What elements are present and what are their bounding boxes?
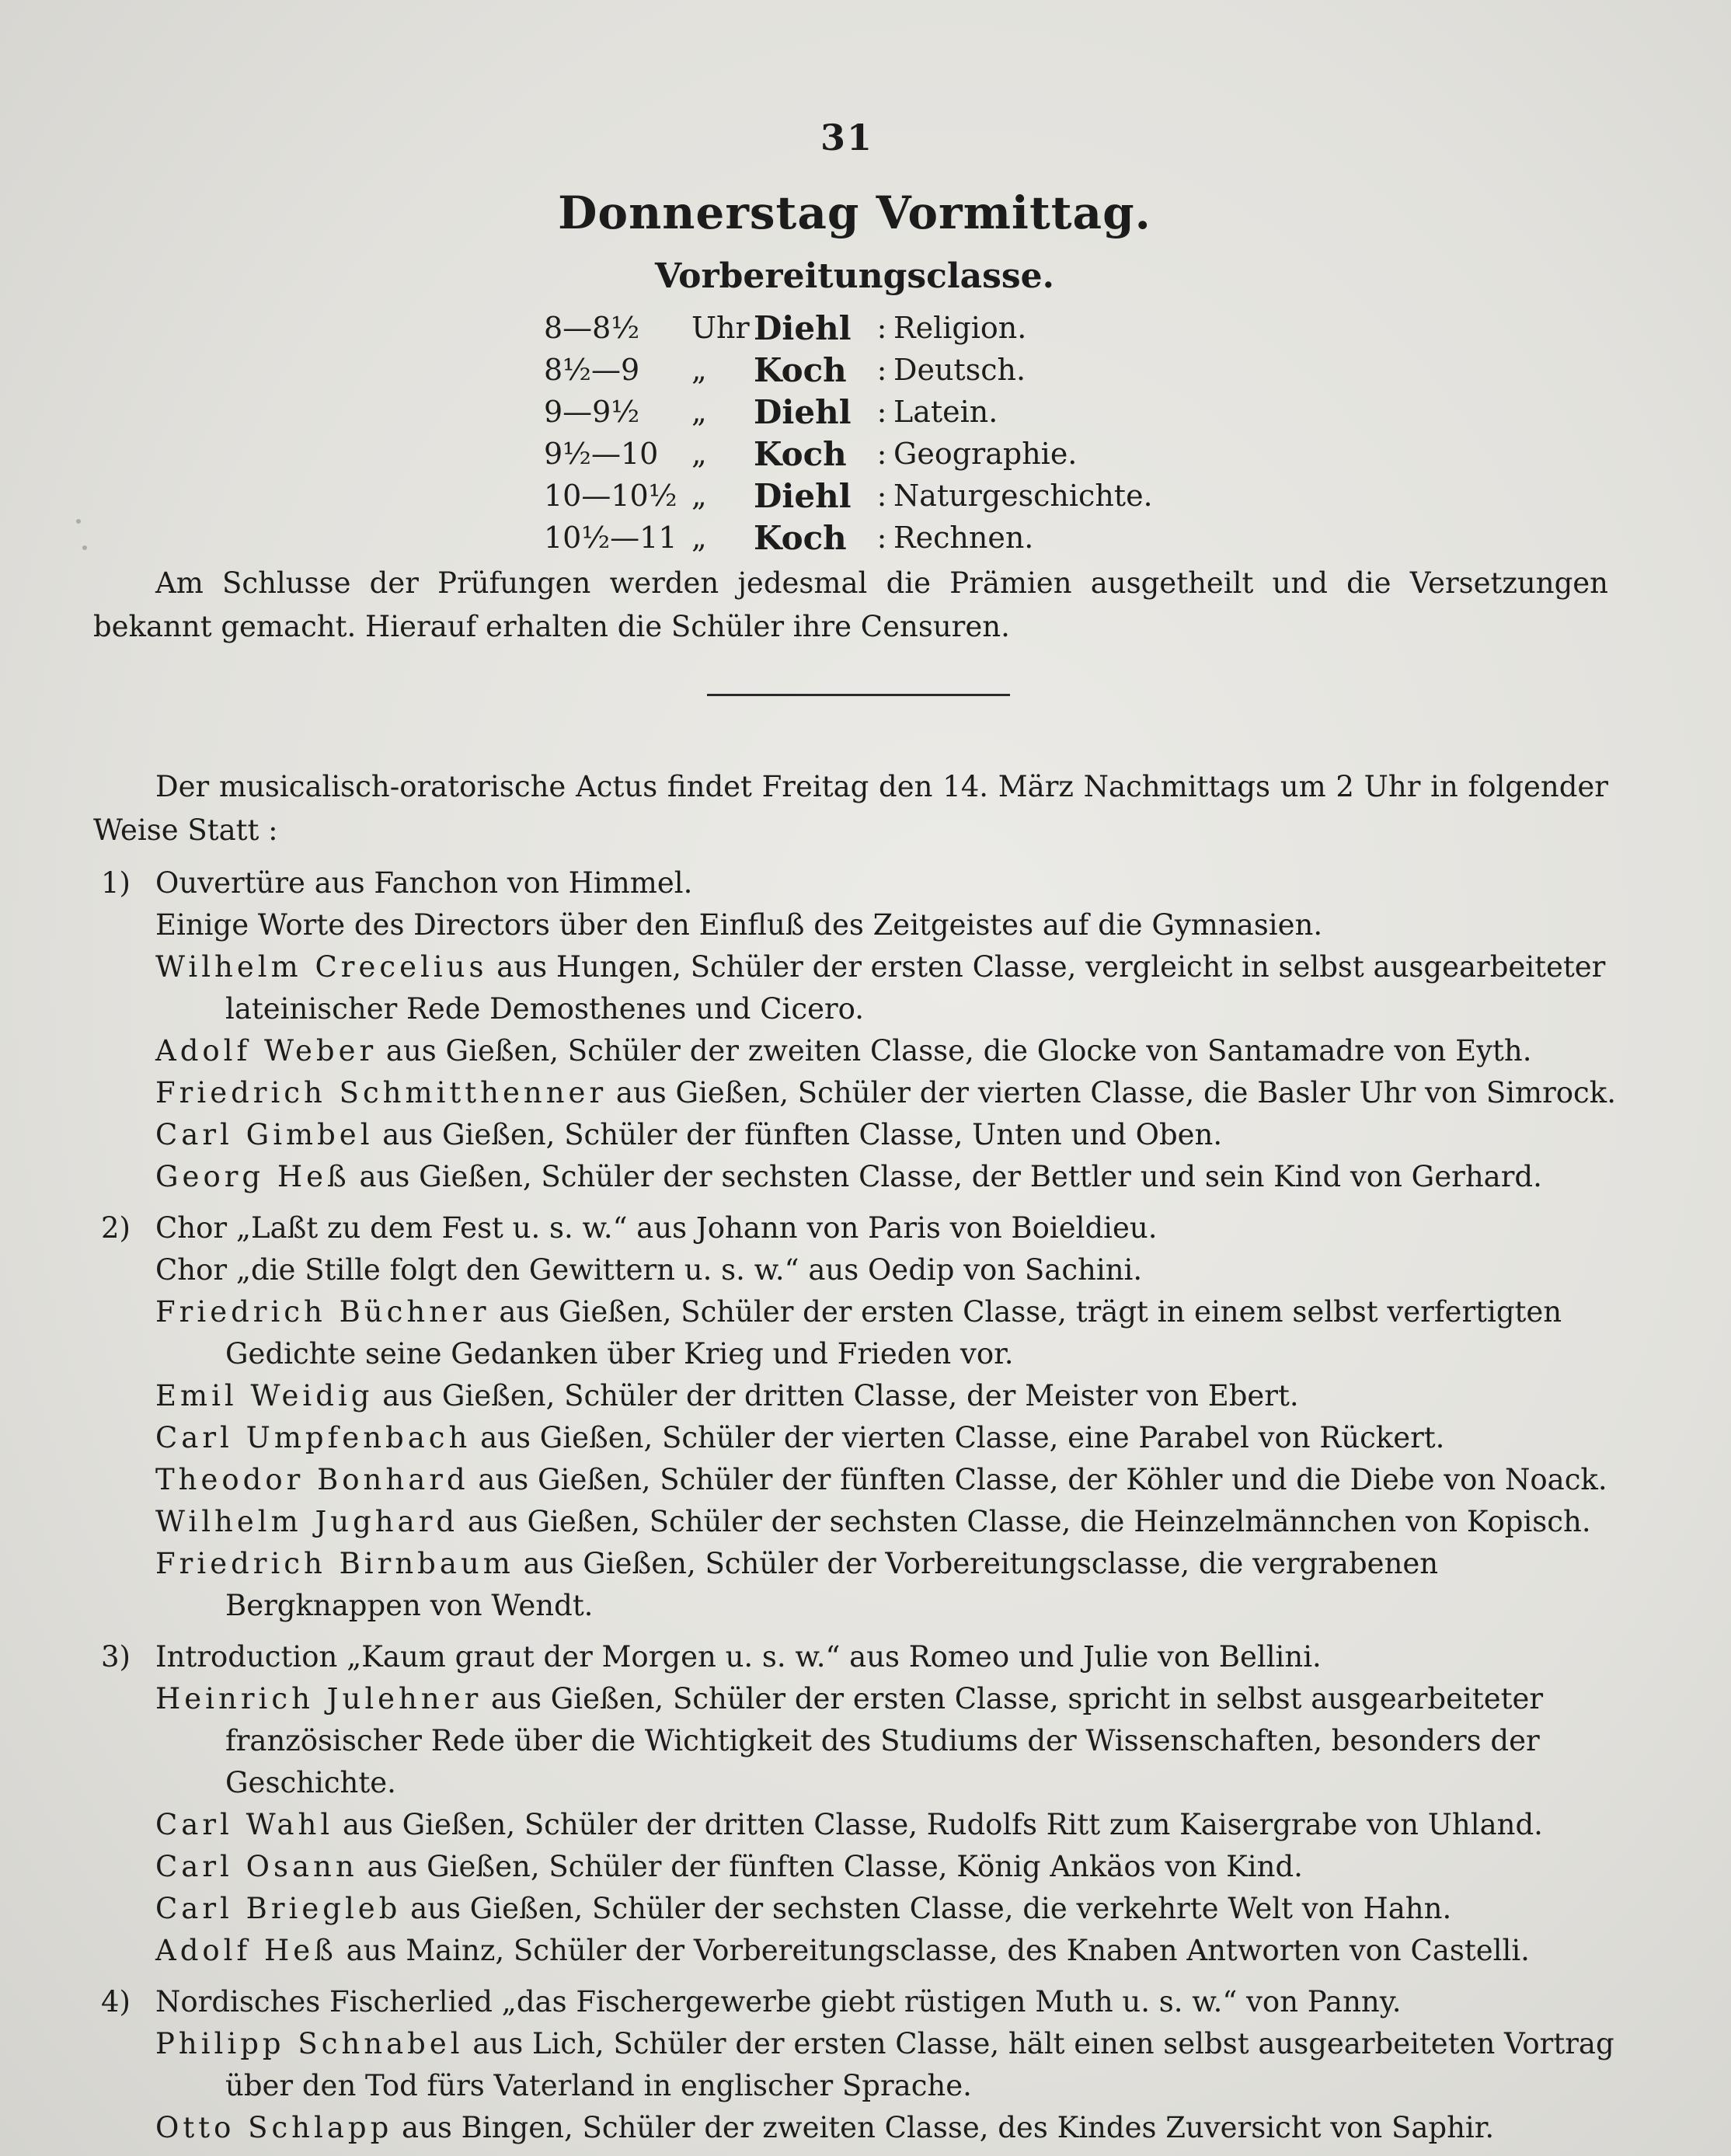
schedule-time: 10½—11 [544, 521, 677, 555]
schedule-mark: „ [691, 437, 707, 471]
schedule-teacher: Koch [754, 434, 847, 473]
schedule-subject: Geographie. [893, 437, 1078, 471]
program-entry [155, 1804, 1624, 1846]
performer-name: Wilhelm Jughard [155, 1505, 459, 1538]
performer-name: Adolf Heß [155, 1934, 337, 1967]
program-entry [155, 904, 1624, 946]
schedule-time: 8—8½ [544, 311, 640, 345]
schedule-separator: : [876, 437, 887, 471]
entry-text: aus Gießen, Schüler der dritten Classe, der Meister von Ebert. [373, 1379, 1299, 1412]
program-number: 2) [101, 1211, 131, 1245]
performer-name: Carl Umpfenbach [155, 1421, 472, 1454]
entry-text: aus Gießen, Schüler der fünften Classe, König Ankäos von Kind. [357, 1850, 1303, 1883]
schedule-separator: : [876, 479, 887, 513]
schedule-subject: Deutsch. [893, 353, 1026, 387]
program-entry [155, 1072, 1624, 1114]
schedule-teacher: Diehl [754, 476, 852, 515]
program-entry [155, 1291, 1624, 1375]
program-entry [155, 1030, 1624, 1072]
entry-text: aus Gießen, Schüler der ersten Classe, trägt in einem selbst verfertigten Gedichte seine Gedanken über Krieg und Frieden vor. [225, 1295, 1562, 1371]
program-section [101, 1981, 1624, 2149]
program-section [101, 1207, 1624, 1627]
schedule-time: 10—10½ [544, 479, 677, 513]
program-number: 3) [101, 1640, 131, 1674]
program-entry [155, 1417, 1624, 1459]
schedule-row [544, 307, 1243, 349]
program-entry [155, 2107, 1624, 2149]
schedule-subject: Rechnen. [893, 521, 1034, 555]
entry-text: aus Gießen, Schüler der vierten Classe, eine Parabel von Rückert. [471, 1421, 1445, 1454]
performer-name: Carl Gimbel [155, 1118, 374, 1151]
entry-text: aus Gießen, Schüler der sechsten Classe, die verkehrte Welt von Hahn. [401, 1892, 1452, 1925]
schedule-row [544, 433, 1243, 475]
performer-name: Friedrich Büchner [155, 1295, 490, 1329]
print-speck [76, 519, 81, 524]
schedule-row [544, 391, 1243, 433]
entry-text: aus Gießen, Schüler der sechsten Classe, der Bettler und sein Kind von Gerhard. [350, 1160, 1542, 1193]
program-list [101, 862, 1624, 2156]
program-entry [155, 1459, 1624, 1501]
program-section [101, 1636, 1624, 1972]
schedule-time: 8½—9 [544, 353, 640, 387]
program-entry [155, 1678, 1624, 1804]
section-divider [707, 694, 1010, 696]
schedule-mark: „ [691, 353, 707, 387]
performer-name: Friedrich Schmitthenner [155, 1076, 608, 1109]
program-entry [155, 1114, 1624, 1156]
entry-text: Einige Worte des Directors über den Einfluß des Zeitgeistes auf die Gymnasien. [155, 908, 1323, 942]
schedule-separator: : [876, 521, 887, 555]
program-musical-item: Nordisches Fischerlied „das Fischergewerbe giebt rüstigen Muth u. s. w.“ von Panny. [155, 1985, 1402, 2018]
schedule-row [544, 475, 1243, 517]
entry-text: aus Gießen, Schüler der fünften Classe, der Köhler und die Diebe von Noack. [468, 1463, 1607, 1496]
performer-name: Georg Heß [155, 1160, 350, 1193]
program-entry [155, 2023, 1624, 2107]
performer-name: Carl Wahl [155, 1808, 334, 1841]
program-entry [155, 946, 1624, 1030]
schedule-mark: „ [691, 395, 707, 429]
schedule-row [544, 349, 1243, 391]
schedule-subject: Latein. [893, 395, 998, 429]
program-entry [155, 1249, 1624, 1291]
schedule-mark: „ [691, 479, 707, 513]
entry-text: aus Gießen, Schüler der Vorbereitungsclasse, die vergrabenen Bergknappen von Wendt. [225, 1547, 1439, 1622]
schedule-subject: Naturgeschichte. [893, 479, 1153, 513]
section-heading: Donnerstag Vormittag. [558, 186, 1151, 239]
program-entry [155, 1930, 1624, 1972]
performer-name: Theodor Bonhard [155, 1463, 469, 1496]
schedule-mark: „ [691, 521, 707, 555]
performer-name: Friedrich Birnbaum [155, 1547, 514, 1580]
program-entry [155, 1846, 1624, 1888]
program-entry [155, 1375, 1624, 1417]
entry-text: aus Gießen, Schüler der dritten Classe, Rudolfs Ritt zum Kaisergrabe von Uhland. [333, 1808, 1543, 1841]
schedule-teacher: Diehl [754, 392, 852, 431]
schedule-teacher: Koch [754, 518, 847, 557]
performer-name: Carl Osann [155, 1850, 358, 1883]
performer-name: Wilhelm Crecelius [155, 950, 488, 984]
schedule-teacher: Diehl [754, 308, 852, 347]
program-musical-item: Ouvertüre aus Fanchon von Himmel. [155, 866, 693, 900]
entry-text: aus Mainz, Schüler der Vorbereitungsclasse, des Knaben Antworten von Castelli. [336, 1934, 1530, 1967]
schedule-separator: : [876, 395, 887, 429]
program-entry [155, 1501, 1624, 1543]
closing-paragraph: Am Schlusse der Prüfungen werden jedesmal die Prämien ausgetheilt und die Versetzungen bekannt gemacht. Hierauf erhalten die Schüler ihre Censuren. [93, 566, 1608, 643]
entry-text: aus Hungen, Schüler der ersten Classe, vergleicht in selbst ausgearbeiteter lateinischer Rede Demosthenes und Cicero. [225, 950, 1606, 1026]
exam-schedule [544, 307, 1243, 559]
schedule-mark: Uhr [691, 311, 750, 345]
entry-text: aus Lich, Schüler der ersten Classe, hält einen selbst ausgearbeiteten Vortrag über den Tod fürs Vaterland in englischer Sprache. [225, 2027, 1614, 2102]
entry-text: aus Bingen, Schüler der zweiten Classe, des Kindes Zuversicht von Saphir. [392, 2111, 1495, 2144]
program-number: 1) [101, 866, 131, 900]
print-speck [82, 545, 87, 550]
performer-name: Carl Briegleb [155, 1892, 402, 1925]
performer-name: Emil Weidig [155, 1379, 374, 1412]
entry-text: aus Gießen, Schüler der fünften Classe, Unten und Oben. [373, 1118, 1223, 1151]
program-entry [155, 1543, 1624, 1627]
entry-text: aus Gießen, Schüler der zweiten Classe, die Glocke von Santamadre von Eyth. [377, 1034, 1532, 1068]
schedule-separator: : [876, 353, 887, 387]
program-number: 4) [101, 1985, 131, 2018]
schedule-row [544, 517, 1243, 559]
program-musical-item: Chor „Laßt zu dem Fest u. s. w.“ aus Johann von Paris von Boieldieu. [155, 1211, 1158, 1245]
schedule-separator: : [876, 311, 887, 345]
entry-text: aus Gießen, Schüler der vierten Classe, die Basler Uhr von Simrock. [607, 1076, 1616, 1109]
entry-text: aus Gießen, Schüler der sechsten Classe, die Heinzelmännchen von Kopisch. [458, 1505, 1591, 1538]
entry-text: Chor „die Stille folgt den Gewittern u. s. w.“ aus Oedip von Sachini. [155, 1253, 1143, 1287]
schedule-teacher: Koch [754, 350, 847, 389]
schedule-time: 9—9½ [544, 395, 640, 429]
class-subheading: Vorbereitungsclasse. [655, 256, 1054, 296]
entry-text: aus Gießen, Schüler der ersten Classe, spricht in selbst ausgearbeiteter französischer Rede über die Wichtigkeit des Studiums der Wissenschaften, besonders der Geschichte. [225, 1682, 1544, 1799]
performer-name: Adolf Weber [155, 1034, 378, 1068]
program-section [101, 862, 1624, 1198]
page-number: 31 [820, 117, 873, 158]
program-musical-item: Introduction „Kaum graut der Morgen u. s. w.“ aus Romeo und Julie von Bellini. [155, 1640, 1322, 1674]
performer-name: Heinrich Julehner [155, 1682, 482, 1715]
intro-paragraph: Der musicalisch-oratorische Actus findet Freitag den 14. März Nachmittags um 2 Uhr in folgender Weise Statt : [93, 770, 1608, 847]
performer-name: Philipp Schnabel [155, 2027, 464, 2060]
schedule-time: 9½—10 [544, 437, 659, 471]
schedule-subject: Religion. [893, 311, 1027, 345]
performer-name: Otto Schlapp [155, 2111, 393, 2144]
program-entry [155, 1156, 1624, 1198]
program-entry [155, 1888, 1624, 1930]
